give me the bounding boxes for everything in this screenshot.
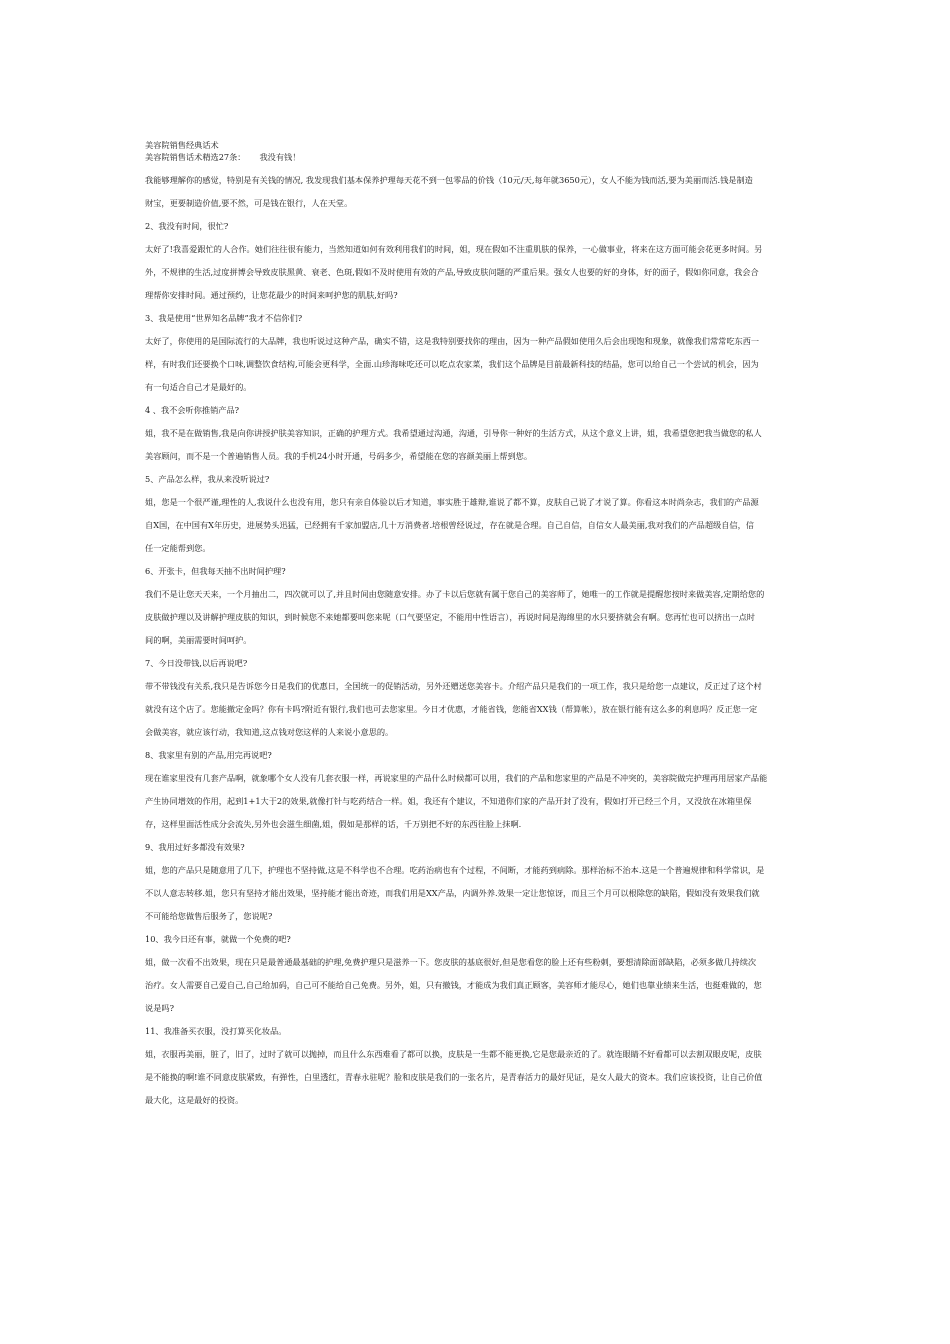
paragraph-line: 就没有这个店了。您能撤定金吗？你有卡吗?附近有银行,我们也可去您家里。今日才优惠，才能省钱，您能省XX钱（帮算帐），放在银行能有这么多的利息吗？反正您一定 — [145, 704, 758, 714]
intro-line — [145, 151, 810, 163]
paragraph-line: 皮肤做护理以及讲解护理皮肤的知识，到时候您不来她都要叫您来呢（口气要坚定，不能用中性语言），再说时间是海绵里的水只要挤就会有啊。您再忙也可以挤出一点时 — [145, 612, 755, 622]
sections-container — [145, 174, 810, 1106]
paragraph-line: 姐，您的产品只是随意用了几下，护理也不坚持做,这是不科学也不合理。吃药治病也有个过程，不间断，才能药到病除。那样治标不治本.这是一个普遍规律和科学常识，是 — [145, 865, 765, 875]
paragraph-line: 姐，我不是在做销售,我是向你讲授护肤美容知识，正确的护理方式。我希望通过沟通，沟通，引导你一种好的生活方式，从这个意义上讲，姐，我希望您把我当做您的私人 — [145, 428, 762, 438]
section-block — [145, 1025, 810, 1106]
section-block — [145, 473, 810, 554]
section-heading: 9、我用过好多都没有效果? — [145, 842, 245, 852]
paragraph-line: 带不带钱没有关系,我只是告诉您今日是我们的优惠日，全国统一的促销活动，另外还赠送您美容卡。介绍产品只是我们的一项工作，我只是给您一点建议，反正过了这个村 — [145, 681, 762, 691]
paragraph-line: 治疗。女人需要自己爱自己,自己给加码，自己可不能给自己免费。另外，姐，只有撤钱，才能成为我们真正顾客，美容师才能尽心，她们也靠业绩来生活，也挺难做的，您 — [145, 980, 762, 990]
paragraph-line: 任一定能帮到您。 — [145, 543, 211, 553]
paragraph-line: 姐，做一次看不出效果，现在只是最普通最基础的护理,免费护理只是滋养一下。您皮肤的基底很好,但是您看您的脸上还有些粉刺，要想清除面部缺陷，必须多做几持续次 — [145, 957, 757, 967]
paragraph-line: 样，有时我们还要换个口味,调整饮食结构,可能会更科学，全面.山珍海味吃还可以吃点农家菜，我们这个品牌是目前最新科技的结晶，您可以给自己一个尝试的机会，因为 — [145, 359, 759, 369]
paragraph-line: 产生协同增效的作用，起到1+1大于2的效果,就像打针与吃药结合一样。姐，我还有个建议，不知道你们家的产品开封了没有，假如打开已经三个月，又没放在冰箱里保 — [145, 796, 752, 806]
paragraph-line: 财宝，更要制造价值,要不然，可是钱在银行，人在天堂。 — [145, 198, 353, 208]
paragraph-line: 现在谁家里没有几套产品啊，就象哪个女人没有几套衣服一样，再说家里的产品什么时候都可以用，我们的产品和您家里的产品是不冲突的，美容院做完护理再用居家产品能 — [145, 773, 768, 783]
section-block — [145, 312, 810, 393]
paragraph-line: 最大化，这是最好的投资。 — [145, 1095, 244, 1105]
section-heading: 11、我准备买衣服，没打算买化妆品。 — [145, 1026, 287, 1036]
section-heading: 7、今日没带钱,以后再说吧? — [145, 658, 248, 668]
paragraph-line: 我能够理解你的感觉，特别是有关钱的情况, 我发现我们基本保养护理每天花不到一包零品的价钱（10元/天,每年就3650元），女人不能为钱而活,要为美丽而活.钱是制造 — [145, 175, 753, 185]
document-title: 美容院销售经典话术 — [145, 140, 219, 150]
section-heading: 6、开张卡，但我每天抽不出时间护理? — [145, 566, 286, 576]
section-heading: 2、我没有时间，很忙? — [145, 221, 229, 231]
section-block — [145, 220, 810, 301]
section-heading: 3、我是使用“世界知名品牌”我才不信你们? — [145, 313, 303, 323]
paragraph-line: 是不能换的啊!谁不同意皮肤紧致，有弹性，白里透红，青春永驻呢？脸和皮肤是我们的一张名片，是青春活力的最好见证，是女人最大的资本。我们应该投资，让自己价值 — [145, 1072, 763, 1082]
paragraph-line: 存，这样里面活性成分会流失,另外也会滋生细菌,姐，假如是那样的话，千万别把不好的东西往脸上抹啊. — [145, 819, 522, 829]
paragraph-line: 太好了，你使用的是国际流行的大品牌，我也听说过这种产品，确实不错，这是我特别要找你的理由，因为一种产品假如使用久后会出现饱和现象，就像我们常常吃东西一 — [145, 336, 760, 346]
section-heading: 4 、我不会听你推销产品? — [145, 405, 240, 415]
paragraph-line: 会做美容，就应该行动，我知道,这点钱对您这样的人来说小意思的。 — [145, 727, 394, 737]
paragraph-line: 说是吗? — [145, 1003, 174, 1013]
paragraph-line: 不可能给您做售后服务了，您说呢? — [145, 911, 273, 921]
paragraph-line: 美容顾问，而不是一个普遍销售人员。我的手机24小时开通，号码多少，希望能在您的容颜美丽上帮到您。 — [145, 451, 533, 461]
paragraph-line: 自X国，在中国有X年历史，进展势头迅猛，已经拥有千家加盟店,几十万消费者.培根曾经说过，存在就是合理。自己自信，自信女人最美丽,我对我们的产品超级自信，信 — [145, 520, 754, 530]
section-block — [145, 565, 810, 646]
paragraph-line: 姐，衣服再美丽，脏了，旧了，过时了就可以抛掉，而且什么东西难看了都可以换，皮肤是一生都不能更换,它是您最亲近的了。就连眼睛不好看都可以去割双眼皮呢，皮肤 — [145, 1049, 762, 1059]
section-block — [145, 933, 810, 1014]
paragraph-line: 理帮你安排时间。通过预约，让您花最少的时间来呵护您的肌肤,好吗? — [145, 290, 398, 300]
section-heading: 8、我家里有别的产品,用完再说吧? — [145, 750, 272, 760]
paragraph-line: 不以人意志转移.姐，您只有坚持才能出效果，坚持能才能出奇迹，而我们用是XX产品，内调外养.效果一定让您惊讶，而且三个月可以根除您的缺陷，假如没有效果我们就 — [145, 888, 760, 898]
paragraph-line: 太好了!我喜爱跟忙的人合作。她们往往很有能力，当然知道如何有效利用我们的时间，姐，现在假如不注重肌肤的保养，一心做事业，将来在这方面可能会花更多时间。另 — [145, 244, 763, 254]
intro-heading: 我没有钱！ — [259, 152, 301, 162]
section-block — [145, 174, 810, 209]
intro-label: 美容院销售话术精选27条： — [145, 152, 246, 162]
section-heading: 10、我今日还有事，就做一个免费的吧? — [145, 934, 291, 944]
section-block — [145, 404, 810, 462]
paragraph-line: 有一句适合自己才是最好的。 — [145, 382, 252, 392]
document-page — [145, 139, 810, 1106]
paragraph-line: 间的啊，美丽需要时间呵护。 — [145, 635, 252, 645]
paragraph-line: 姐，您是一个很严谨,理性的人,我说什么也没有用，您只有亲自体验以后才知道，事实胜于雄辩,谁说了都不算，皮肤自己说了才说了算。你看这本时尚杂志，我们的产品源 — [145, 497, 759, 507]
section-heading: 5、产品怎么样，我从来没听说过? — [145, 474, 270, 484]
section-block — [145, 657, 810, 738]
paragraph-line: 外，不规律的生活,过度拼博会导致皮肤黑黄、衰老、色斑,假如不及时使用有效的产品,导致皮肤问题的严重后果。强女人也要的好的身体，好的面子，假如你同意，我会合 — [145, 267, 759, 277]
section-block — [145, 749, 810, 830]
section-block — [145, 841, 810, 922]
paragraph-line: 我们不是让您天天来，一个月抽出二，四次就可以了,并且时间由您随意安排。办了卡以后您就有属于您自己的美容师了，她唯一的工作就是提醒您按时来做美容,定期给您的 — [145, 589, 765, 599]
